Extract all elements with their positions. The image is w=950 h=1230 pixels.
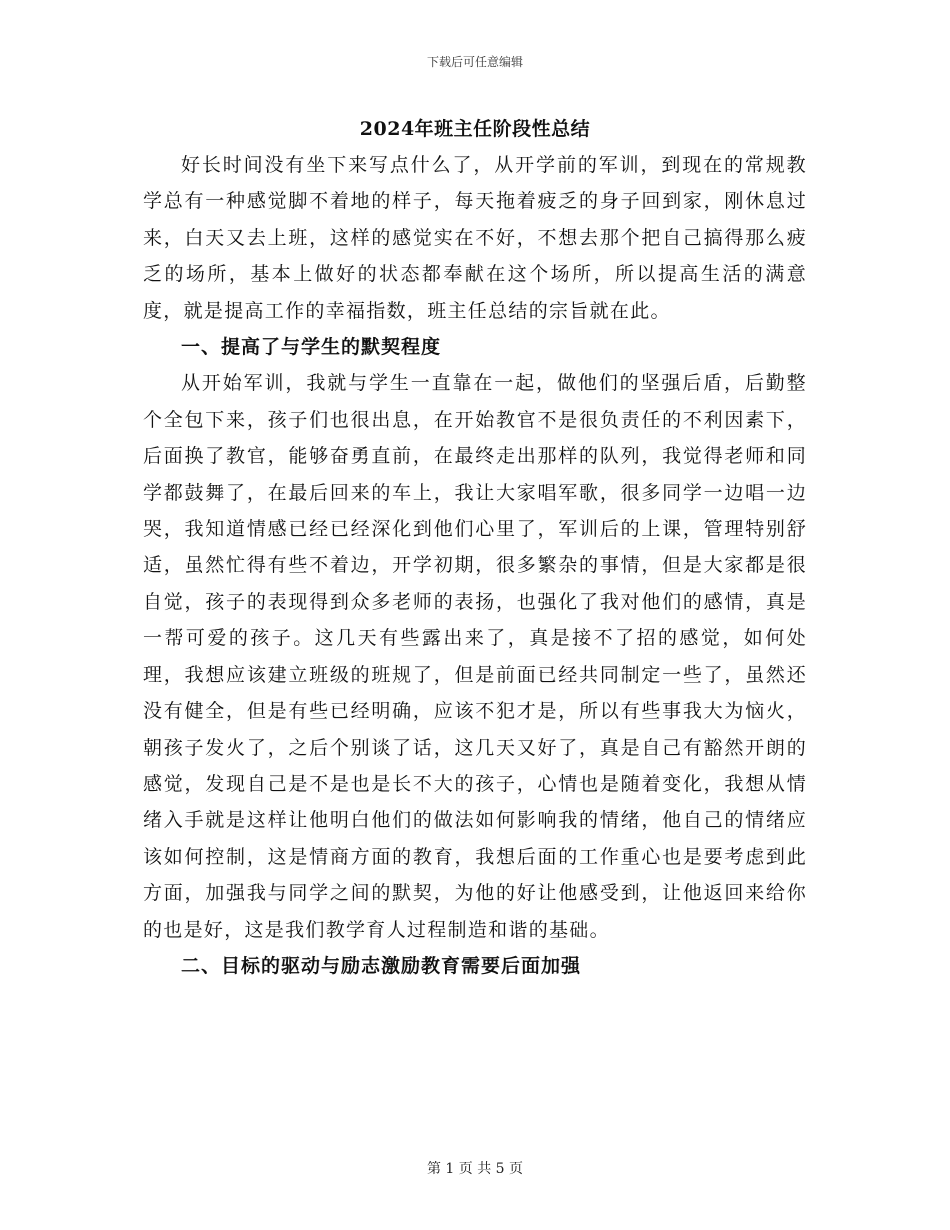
intro-paragraph: 好长时间没有坐下来写点什么了，从开学前的军训，到现在的常规教学总有一种感觉脚不着地的样子，每天拖着疲乏的身子回到家，刚休息过来，白天又去上班，这样的感觉实在不好，不想去那个把自己搞得那么疲乏的场所，基本上做好的状态都奉献在这个场所，所以提高生活的满意度，就是提高工作的幸福指数，班主任总结的宗旨就在此。: [143, 154, 807, 322]
page-number: 第 1 页 共 5 页: [426, 1161, 524, 1177]
section-1-paragraph: 从开始军训，我就与学生一直靠在一起，做他们的坚强后盾，后勤整个全包下来，孩子们也很出息，在开始教官不是很负责任的不利因素下，后面换了教官，能够奋勇直前，在最终走出那样的队列，我觉得老师和同学都鼓舞了，在最后回来的车上，我让大家唱军歌，很多同学一边唱一边哭，我知道情感已经已经深化到他们心里了，军训后的上课，管理特别舒适，虽然忙得有些不着边，开学初期，很多繁杂的事情，但是大家都是很自觉，孩子的表现得到众多老师的表扬，也强化了我对他们的感情，真是一帮可爱的孩子。这几天有些露出来了，真是接不了招的感觉，如何处理，我想应该建立班级的班规了，但是前面已经共同制定一些了，虽然还没有健全，但是有些已经明确，应该不犯才是，所以有些事我大为恼火，朝孩子发火了，之后个别谈了话，这几天又好了，真是自己有豁然开朗的感觉，发现自己是不是也是长不大的孩子，心情也是随着变化，我想从情绪入手就是这样让他明白他们的做法如何影响我的情绪，他自己的情绪应该如何控制，这是情商方面的教育，我想后面的工作重心也是要考虑到此方面，加强我与同学之间的默契，为他的好让他感受到，让他返回来给你的也是好，这是我们教学育人过程制造和谐的基础。: [143, 372, 807, 941]
section-heading-1: 一、提高了与学生的默契程度: [181, 336, 442, 359]
section-heading-2: 二、目标的驱动与励志激励教育需要后面加强: [181, 954, 582, 977]
document-body: [143, 147, 807, 984]
header-note: 下载后可任意编辑: [426, 55, 523, 69]
document-title: 2024年班主任阶段性总结: [359, 118, 591, 140]
